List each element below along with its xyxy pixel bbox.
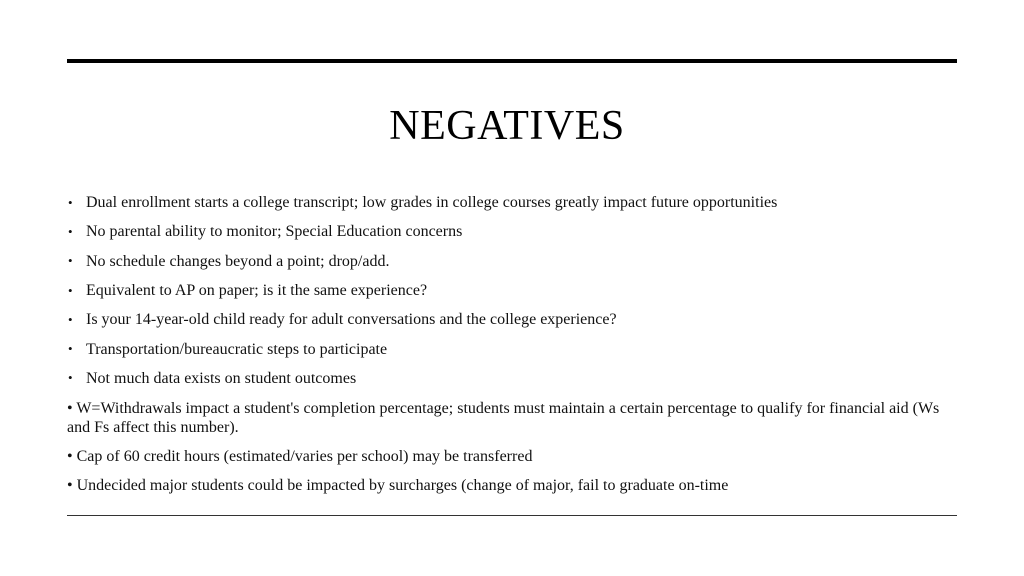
list-item — [67, 364, 947, 393]
top-divider — [67, 59, 957, 63]
bullet-icon: • — [68, 370, 73, 386]
list-item — [67, 276, 947, 305]
list-item — [67, 305, 947, 334]
bullet-list — [67, 188, 947, 393]
slide-title: NEGATIVES — [389, 103, 625, 149]
list-item-text: Is your 14-year-old child ready for adult conversations and the college experience? — [86, 311, 617, 329]
bullet-icon: • — [68, 224, 73, 240]
bottom-divider — [67, 515, 957, 516]
list-item-text: Equivalent to AP on paper; is it the same experience? — [86, 282, 428, 300]
paragraph-withdrawals: • W=Withdrawals impact a student's completion percentage; students must maintain a certain percentage to qualify for financial aid (Ws and Fs affect this number). — [67, 400, 940, 437]
list-item-text: No parental ability to monitor; Special Education concerns — [86, 223, 463, 241]
bullet-icon: • — [68, 341, 73, 357]
bullet-icon: • — [68, 282, 73, 298]
paragraph-surcharges: • Undecided major students could be impacted by surcharges (change of major, fail to graduate on-time — [67, 477, 729, 495]
paragraph-credit-cap: • Cap of 60 credit hours (estimated/varies per school) may be transferred — [67, 448, 533, 466]
list-item-text: Not much data exists on student outcomes — [86, 369, 357, 387]
list-item — [67, 188, 947, 217]
list-item — [67, 217, 947, 246]
list-item-text: Transportation/bureaucratic steps to participate — [86, 340, 388, 358]
bullet-icon: • — [68, 253, 73, 269]
list-item-text: Dual enrollment starts a college transcript; low grades in college courses greatly impact future opportunities — [86, 194, 778, 212]
bullet-icon: • — [68, 194, 73, 210]
list-item — [67, 247, 947, 276]
list-item — [67, 334, 947, 363]
paragraph-list — [67, 393, 947, 499]
bullet-icon: • — [68, 311, 73, 327]
slide-body — [67, 188, 947, 499]
list-item-text: No schedule changes beyond a point; drop/add. — [86, 252, 390, 270]
